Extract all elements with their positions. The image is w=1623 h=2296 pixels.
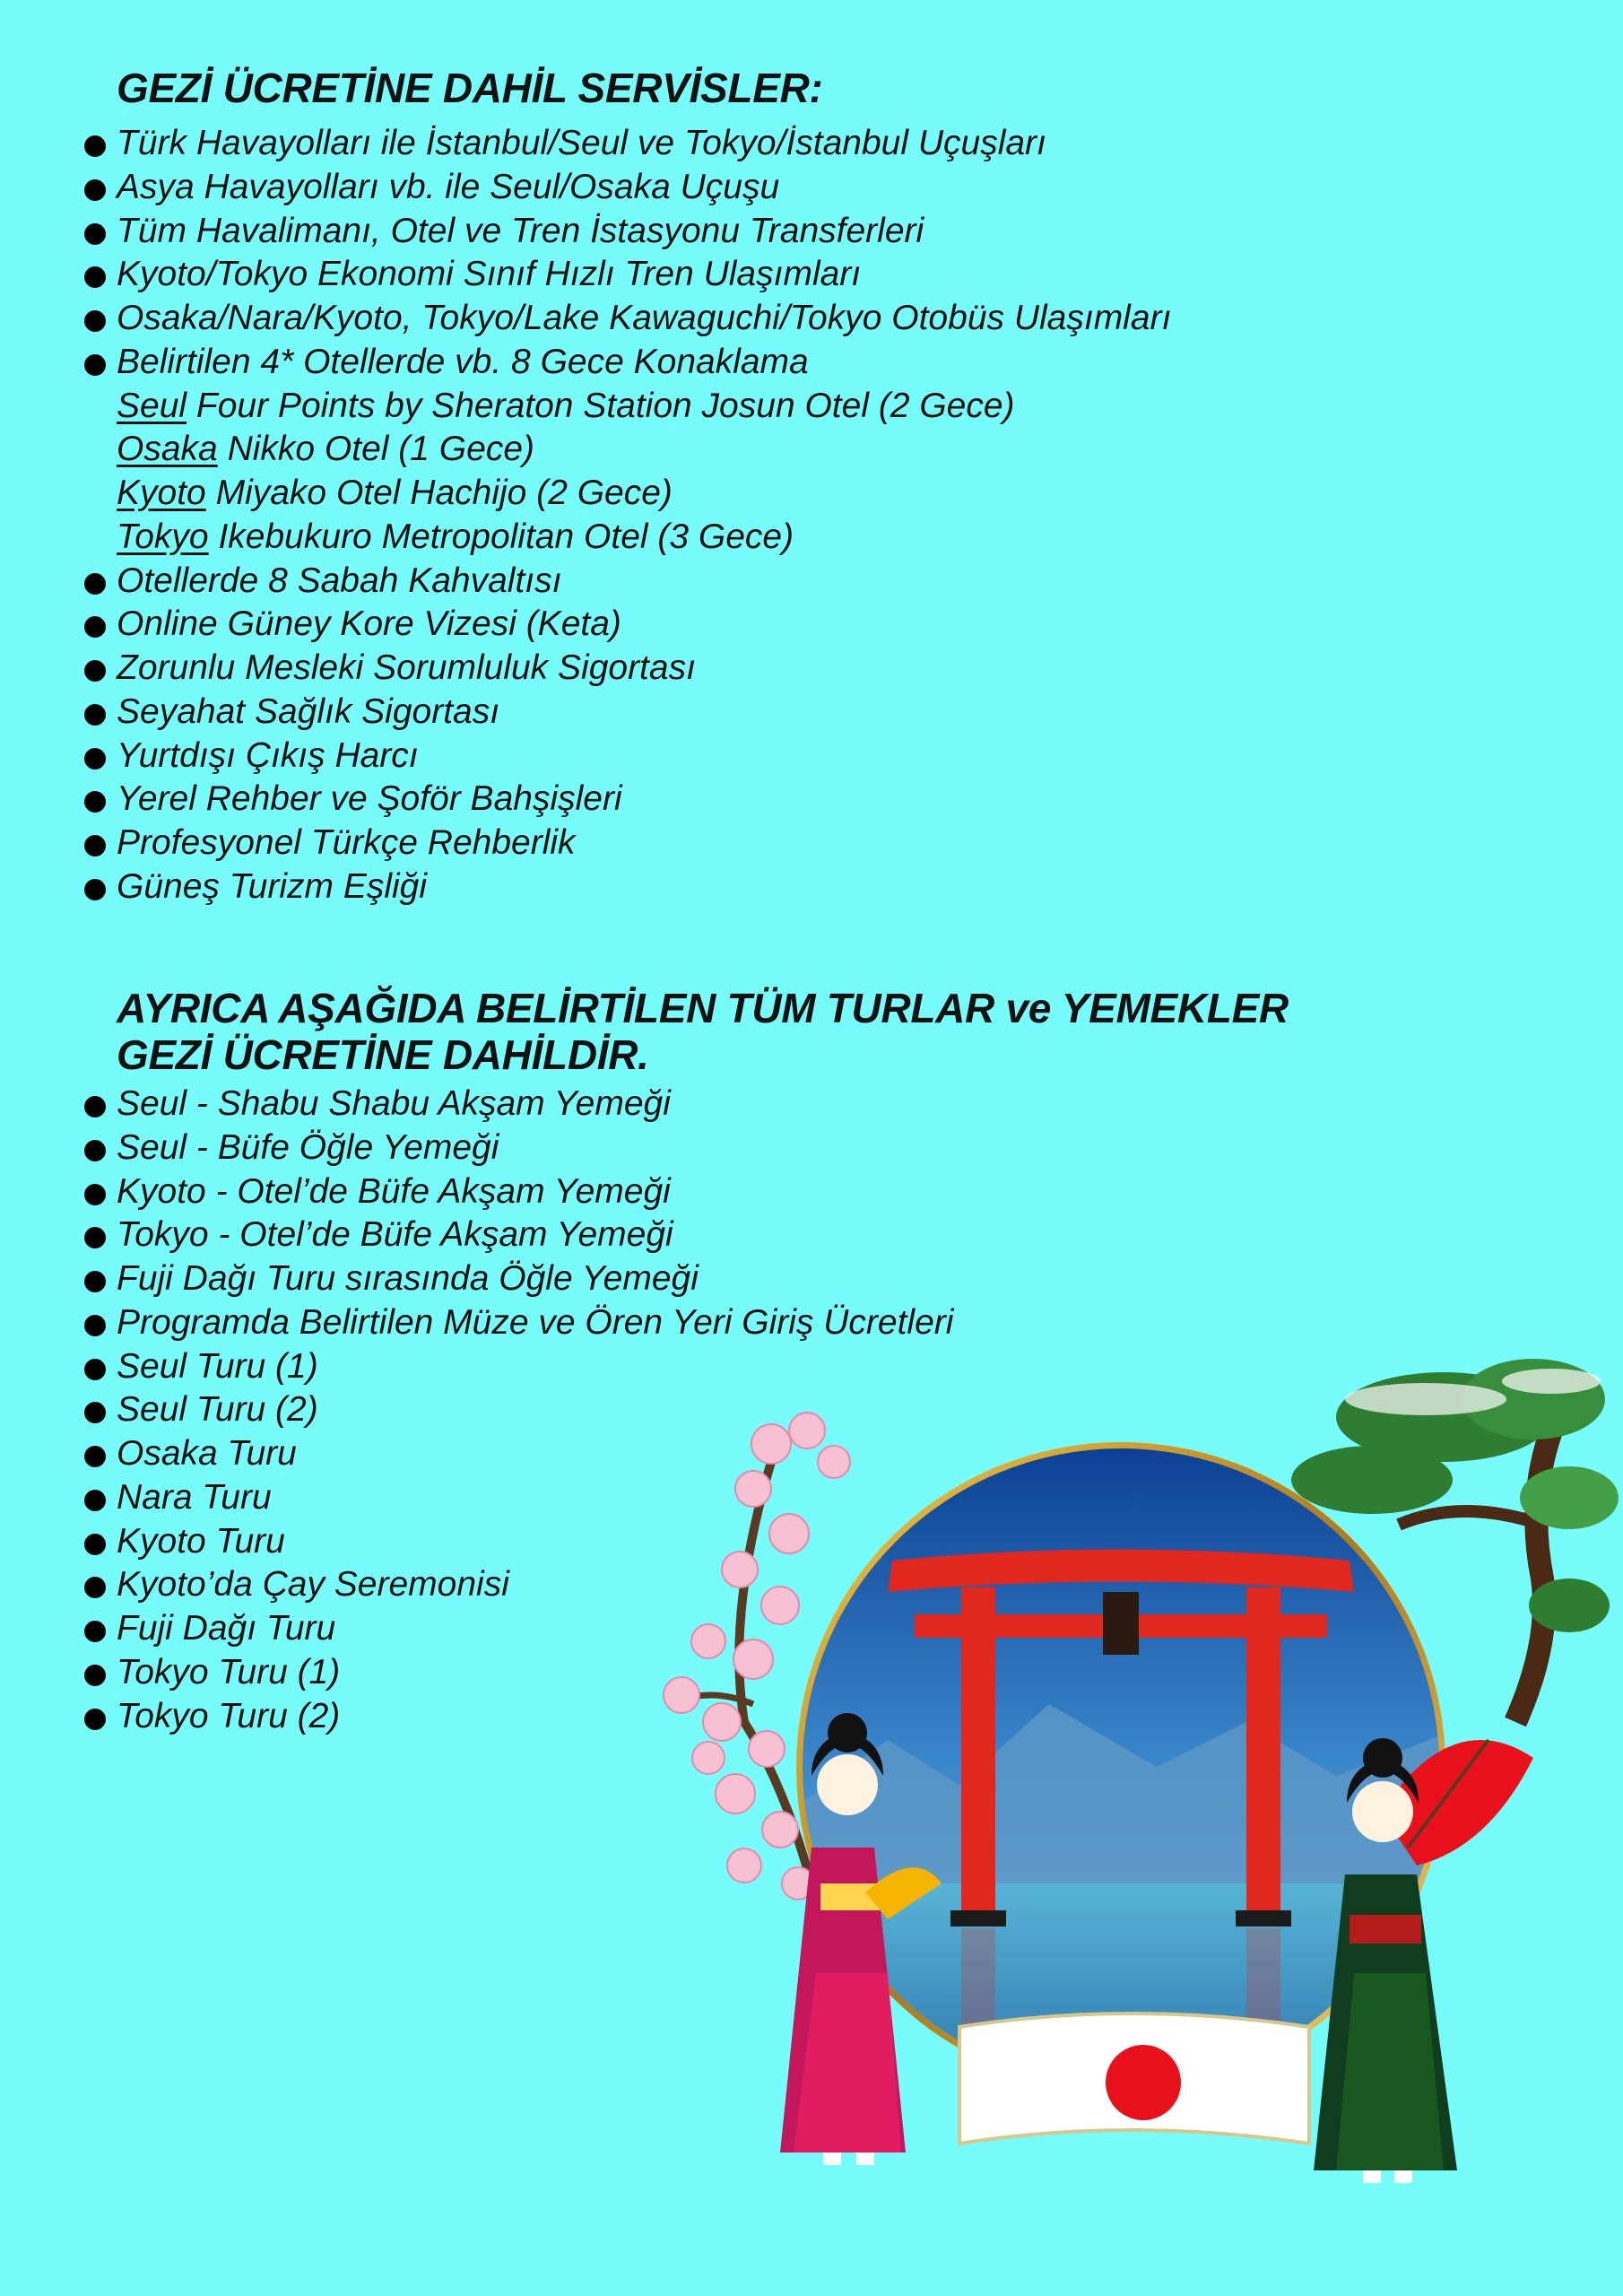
list-item: Tüm Havalimanı, Otel ve Tren İstasyonu Transferleri (79, 210, 1171, 254)
list-item: Osaka/Nara/Kyoto, Tokyo/Lake Kawaguchi/Tokyo Otobüs Ulaşımları (79, 297, 1171, 341)
hotel-item: Osaka Nikko Otel (1 Gece) (117, 430, 534, 469)
section-heading-included-services: GEZİ ÜCRETİNE DAHİL SERVİSLER: (117, 65, 823, 111)
list-item: Tokyo Turu (2) (79, 1695, 953, 1739)
hotel-item: Kyoto Miyako Otel Hachijo (2 Gece) (117, 474, 673, 512)
list-item: Seul - Büfe Öğle Yemeği (79, 1126, 953, 1170)
list-item: Seul Turu (2) (79, 1388, 953, 1432)
hotel-city: Osaka (117, 430, 218, 469)
list-item: Zorunlu Mesleki Sorumluluk Sigortası (79, 647, 1171, 691)
hotel-item: Seul Four Points by Sheraton Station Josun Otel (2 Gece) (117, 386, 1015, 425)
hotel-city: Kyoto (117, 474, 206, 512)
list-item: Tokyo Turu (1) (79, 1651, 953, 1695)
list-item: Yurtdışı Çıkış Harcı (79, 735, 1171, 778)
list-item: Seul - Shabu Shabu Akşam Yemeği (79, 1083, 953, 1126)
list-item: Fuji Dağı Turu (79, 1607, 953, 1651)
section-heading-tours-meals (117, 985, 1289, 1078)
list-item: Asya Havayolları vb. ile Seul/Osaka Uçuşu (79, 166, 1171, 210)
list-item: Kyoto’da Çay Seremonisi (79, 1563, 953, 1607)
included-services-list (79, 122, 1171, 909)
list-item: Osaka Turu (79, 1432, 953, 1476)
list-item: Seyahat Sağlık Sigortası (79, 691, 1171, 735)
list-item: Online Güney Kore Vizesi (Keta) (79, 603, 1171, 647)
japan-illustration (655, 1345, 1623, 2296)
hotel-item: Tokyo Ikebukuro Metropolitan Otel (3 Gece) (117, 517, 794, 556)
hotel-city: Tokyo (117, 517, 209, 556)
list-item: Fuji Dağı Turu sırasında Öğle Yemeği (79, 1257, 953, 1301)
list-item: Belirtilen 4* Otellerde vb. 8 Gece Konaklama (79, 341, 1171, 385)
list-item: Kyoto/Tokyo Ekonomi Sınıf Hızlı Tren Ulaşımları (79, 253, 1171, 297)
hotel-city: Seul (117, 386, 187, 425)
list-item: Profesyonel Türkçe Rehberlik (79, 822, 1171, 865)
list-item: Güneş Turizm Eşliği (79, 865, 1171, 909)
list-item: Yerel Rehber ve Şoför Bahşişleri (79, 778, 1171, 822)
heading-line-1: AYRICA AŞAĞIDA BELİRTİLEN TÜM TURLAR ve YEMEKLER (117, 985, 1289, 1031)
list-item: Kyoto Turu (79, 1520, 953, 1564)
list-item: Otellerde 8 Sabah Kahvaltısı (79, 560, 1171, 604)
list-item: Tokyo - Otel’de Büfe Akşam Yemeği (79, 1213, 953, 1257)
list-item: Türk Havayolları ile İstanbul/Seul ve Tokyo/İstanbul Uçuşları (79, 122, 1171, 166)
list-item: Programda Belirtilen Müze ve Ören Yeri Giriş Ücretleri (79, 1301, 953, 1345)
list-item: Seul Turu (1) (79, 1345, 953, 1389)
heading-line-2: GEZİ ÜCRETİNE DAHİLDİR. (117, 1031, 649, 1078)
list-item: Kyoto - Otel’de Büfe Akşam Yemeği (79, 1170, 953, 1214)
list-item: Nara Turu (79, 1476, 953, 1520)
japan-flag-banner (959, 2013, 1309, 2144)
